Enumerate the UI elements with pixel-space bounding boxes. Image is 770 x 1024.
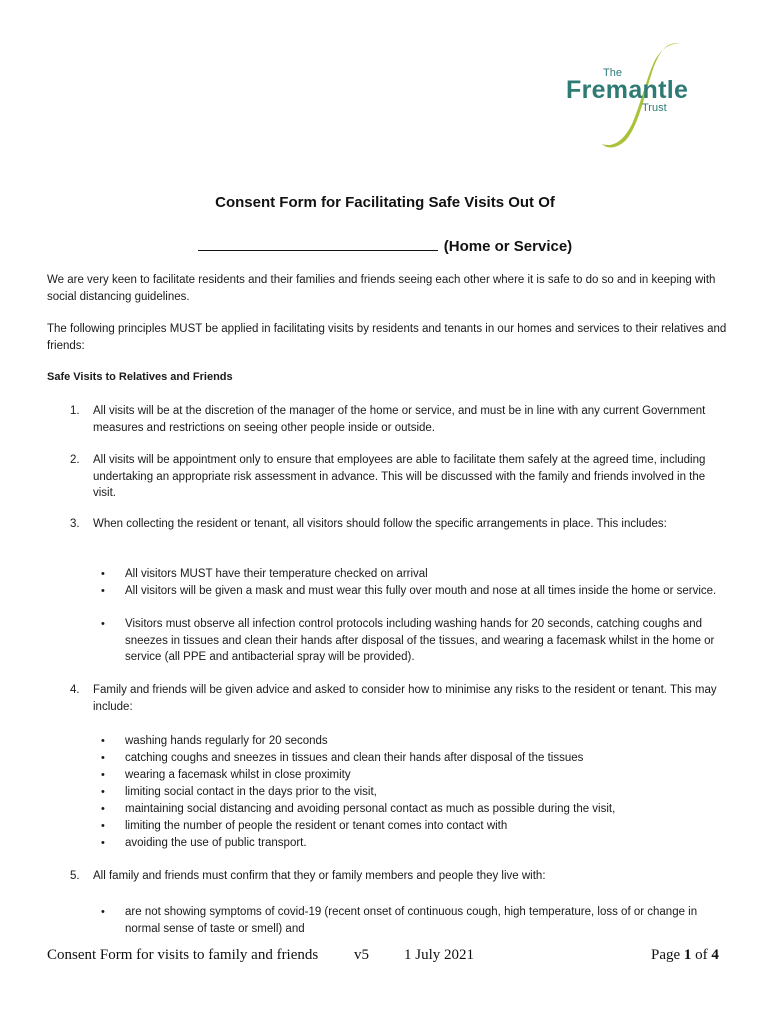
logo-the: The [603, 67, 622, 79]
item-number: 5. [70, 870, 80, 882]
page-total: 4 [711, 947, 719, 963]
item-number: 4. [70, 684, 80, 696]
bullet-item: All visitors MUST have their temperature checked on arrival [125, 568, 428, 580]
footer-version: v5 [354, 947, 369, 963]
item-number: 3. [70, 518, 80, 530]
page-current: 1 [683, 947, 692, 963]
bullet-icon: • [101, 786, 105, 798]
of-word: of [695, 947, 708, 963]
footer-date: 1 July 2021 [404, 947, 475, 963]
item-text: All visits will be appointment only to ensure that employees are able to facilitate them safely at the agreed time, including undertaking an appropriate risk assessment in advance. This will be discussed with the family and friends involved in the visit. [93, 454, 706, 499]
bullet-item: are not showing symptoms of covid-19 (recent onset of continuous cough, high temperature, loss of or change in normal sense of taste or smell) and [125, 906, 698, 935]
bullet-icon: • [101, 906, 105, 918]
page-word: Page [651, 947, 681, 963]
bullet-item: maintaining social distancing and avoiding personal contact as much as possible during the visit, [125, 803, 616, 815]
bullet-item: All visitors will be given a mask and must wear this fully over mouth and nose at all times inside the home or service. [125, 585, 717, 597]
item-number: 1. [70, 405, 80, 417]
fremantle-trust-logo [562, 40, 707, 152]
bullet-item: avoiding the use of public transport. [125, 837, 307, 849]
logo-name: Fremantle [566, 76, 689, 104]
bullet-icon: • [101, 837, 105, 849]
bullet-icon: • [101, 568, 105, 580]
intro-paragraph: We are very keen to facilitate residents and their families and friends seeing each other where it is safe to do so and in keeping with social distancing guidelines. [47, 274, 716, 303]
footer-doc-title: Consent Form for visits to family and friends [47, 947, 319, 963]
bullet-item: limiting the number of people the resident or tenant comes into contact with [125, 820, 508, 832]
bullet-icon: • [101, 618, 105, 630]
form-subtitle [0, 236, 770, 255]
bullet-item: Visitors must observe all infection control protocols including washing hands for 20 seconds, catching coughs and sneezes in tissues and clean their hands after disposal of the tissues, and wearing a facemask whilst in the home or service (all PPE and antibacterial spray will be provided). [125, 618, 715, 663]
bullet-icon: • [101, 820, 105, 832]
form-subtitle-suffix: (Home or Service) [443, 238, 573, 255]
home-service-blank-field[interactable] [198, 236, 438, 251]
item-text: Family and friends will be given advice and asked to consider how to minimise any risks to the resident or tenant. This may include: [93, 684, 717, 713]
bullet-icon: • [101, 769, 105, 781]
bullet-item: wearing a facemask whilst in close proximity [125, 769, 351, 781]
item-text: All visits will be at the discretion of the manager of the home or service, and must be in line with any current Government measures and restrictions on seeing other people inside or outside. [93, 405, 706, 434]
bullet-icon: • [101, 585, 105, 597]
bullet-item: limiting social contact in the days prior to the visit, [125, 786, 377, 798]
section-heading: Safe Visits to Relatives and Friends [47, 371, 233, 383]
form-title: Consent Form for Facilitating Safe Visits Out Of [215, 194, 555, 211]
principles-paragraph: The following principles MUST be applied in facilitating visits by residents and tenants in our homes and services to their relatives and friends: [47, 323, 727, 352]
bullet-icon: • [101, 752, 105, 764]
item-number: 2. [70, 454, 80, 466]
item-text: When collecting the resident or tenant, all visitors should follow the specific arrangements in place. This includes: [93, 518, 667, 530]
bullet-item: washing hands regularly for 20 seconds [125, 735, 328, 747]
item-text: All family and friends must confirm that they or family members and people they live with: [93, 870, 546, 882]
bullet-icon: • [101, 803, 105, 815]
footer-page-number [651, 947, 719, 964]
logo-trust: Trust [642, 102, 667, 114]
bullet-item: catching coughs and sneezes in tissues and clean their hands after disposal of the tissues [125, 752, 584, 764]
bullet-icon: • [101, 735, 105, 747]
